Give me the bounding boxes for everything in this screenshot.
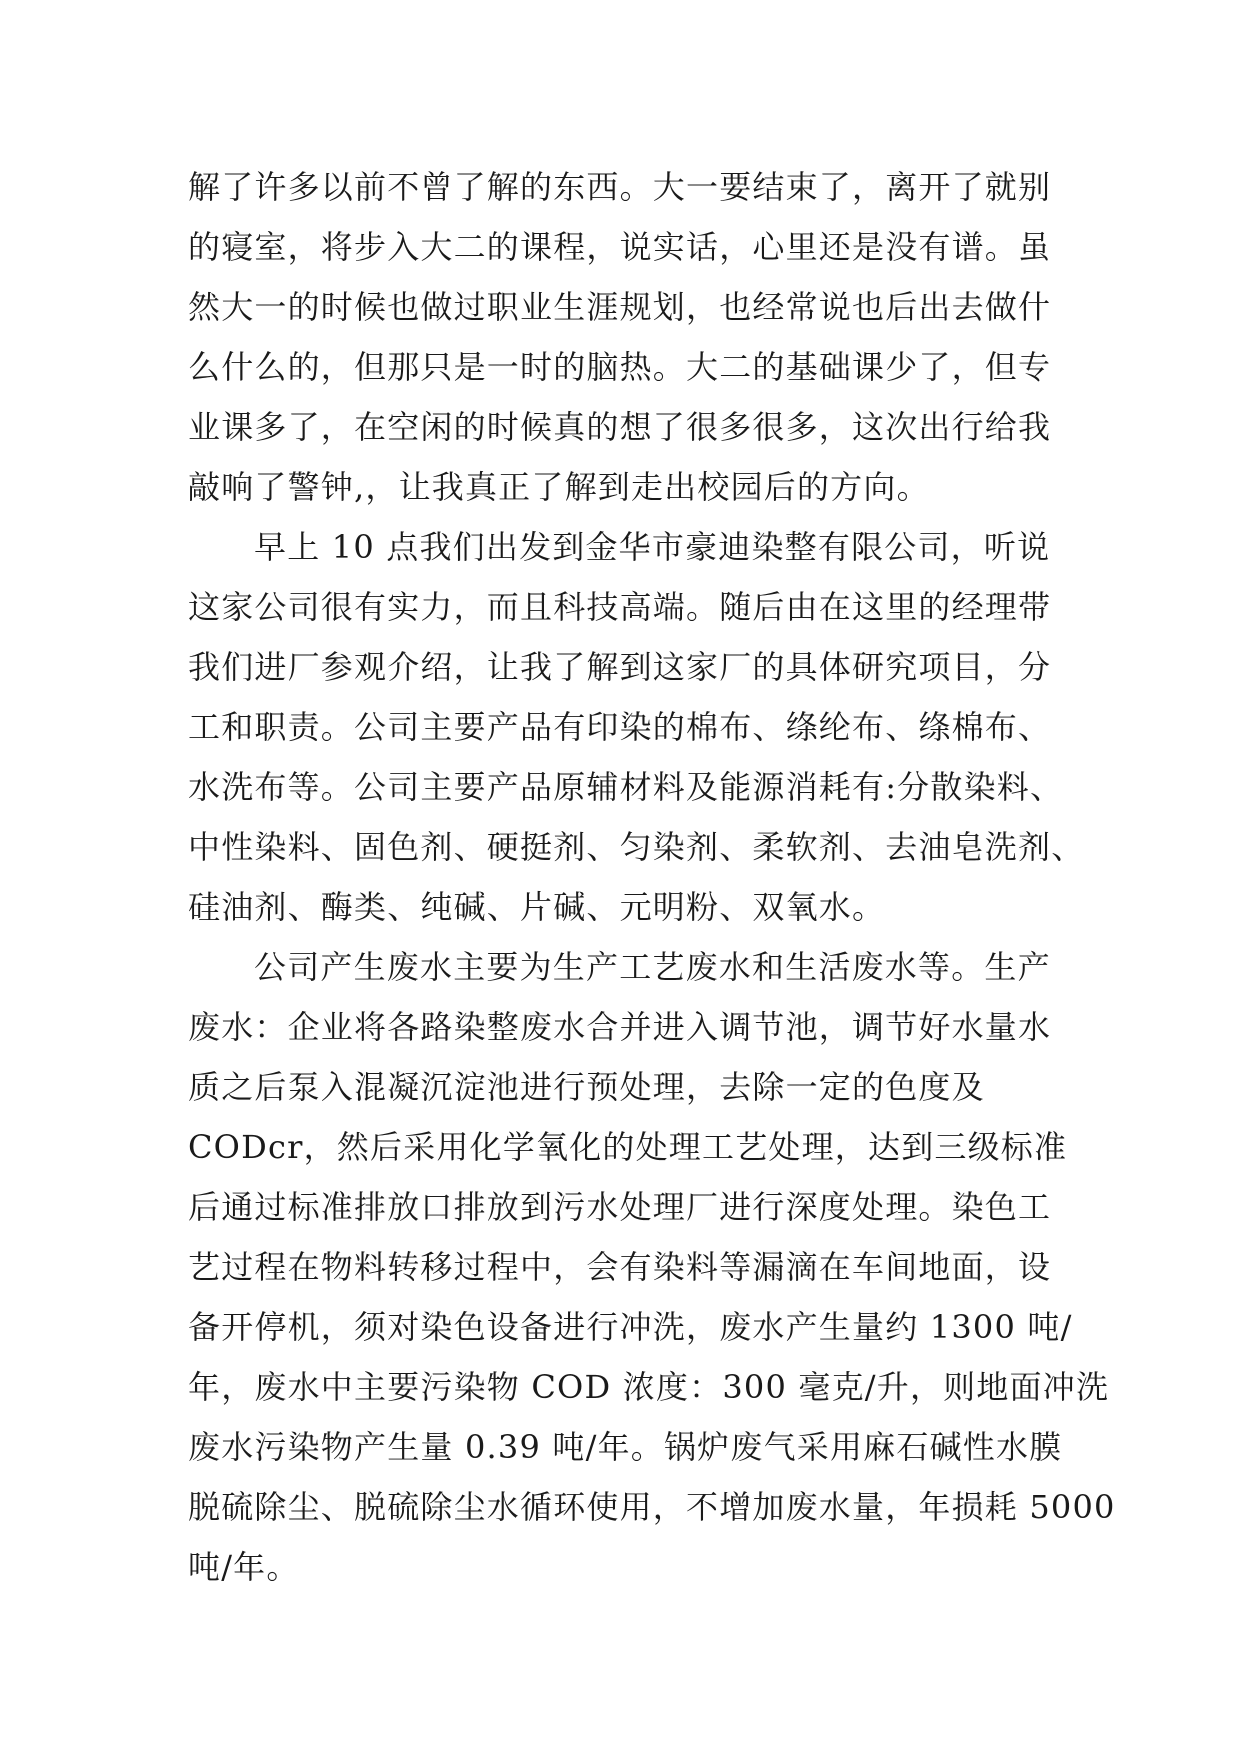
paragraph-2-line-7: 硅油剂、酶类、纯碱、片碱、元明粉、双氧水。 bbox=[188, 888, 886, 926]
paragraph-2-line-6: 中性染料、固色剂、硬挺剂、匀染剂、柔软剂、去油皂洗剂、 bbox=[188, 828, 1085, 866]
paragraph-1-line-1: 解了许多以前不曾了解的东西。大一要结束了，离开了就别 bbox=[188, 168, 1052, 206]
paragraph-3-line-10: 脱硫除尘、脱硫除尘水循环使用，不增加废水量，年损耗 5000 bbox=[188, 1488, 1116, 1526]
paragraph-2-line-5: 水洗布等。公司主要产品原辅材料及能源消耗有:分散染料、 bbox=[188, 768, 1064, 806]
paragraph-1-line-5: 业课多了，在空闲的时候真的想了很多很多，这次出行给我 bbox=[188, 408, 1052, 446]
paragraph-3-line-5: 后通过标准排放口排放到污水处理厂进行深度处理。染色工 bbox=[188, 1188, 1052, 1226]
paragraph-1-line-4: 么什么的，但那只是一时的脑热。大二的基础课少了，但专 bbox=[188, 348, 1052, 386]
paragraph-2-line-1: 早上 10 点我们出发到金华市豪迪染整有限公司，听说 bbox=[254, 528, 1051, 566]
paragraph-2-line-3: 我们进厂参观介绍，让我了解到这家厂的具体研究项目，分 bbox=[188, 648, 1052, 686]
paragraph-3-line-7: 备开停机，须对染色设备进行冲洗，废水产生量约 1300 吨/ bbox=[188, 1308, 1073, 1346]
paragraph-3-line-1: 公司产生废水主要为生产工艺废水和生活废水等。生产 bbox=[254, 948, 1051, 986]
paragraph-3-line-4: CODcr，然后采用化学氧化的处理工艺处理，达到三级标准 bbox=[188, 1128, 1068, 1166]
paragraph-1-line-3: 然大一的时候也做过职业生涯规划，也经常说也后出去做什 bbox=[188, 288, 1052, 326]
paragraph-1-line-2: 的寝室，将步入大二的课程，说实话，心里还是没有谱。虽 bbox=[188, 228, 1052, 266]
paragraph-1-line-6: 敲响了警钟,，让我真正了解到走出校园后的方向。 bbox=[188, 468, 930, 506]
paragraph-3-line-2: 废水：企业将各路染整废水合并进入调节池，调节好水量水 bbox=[188, 1008, 1052, 1046]
document-body bbox=[188, 157, 1116, 1597]
paragraph-3-line-6: 艺过程在物料转移过程中，会有染料等漏滴在车间地面，设 bbox=[188, 1248, 1052, 1286]
paragraph-2-line-2: 这家公司很有实力，而且科技高端。随后由在这里的经理带 bbox=[188, 588, 1052, 626]
paragraph-3-line-11: 吨/年。 bbox=[188, 1548, 300, 1586]
paragraph-3-line-3: 质之后泵入混凝沉淀池进行预处理，去除一定的色度及 bbox=[188, 1068, 985, 1106]
paragraph-3-line-9: 废水污染物产生量 0.39 吨/年。锅炉废气采用麻石碱性水膜 bbox=[188, 1428, 1063, 1466]
paragraph-3-line-8: 年，废水中主要污染物 COD 浓度：300 毫克/升，则地面冲洗 bbox=[188, 1368, 1110, 1406]
paragraph-2-line-4: 工和职责。公司主要产品有印染的棉布、绦纶布、绦棉布、 bbox=[188, 708, 1052, 746]
